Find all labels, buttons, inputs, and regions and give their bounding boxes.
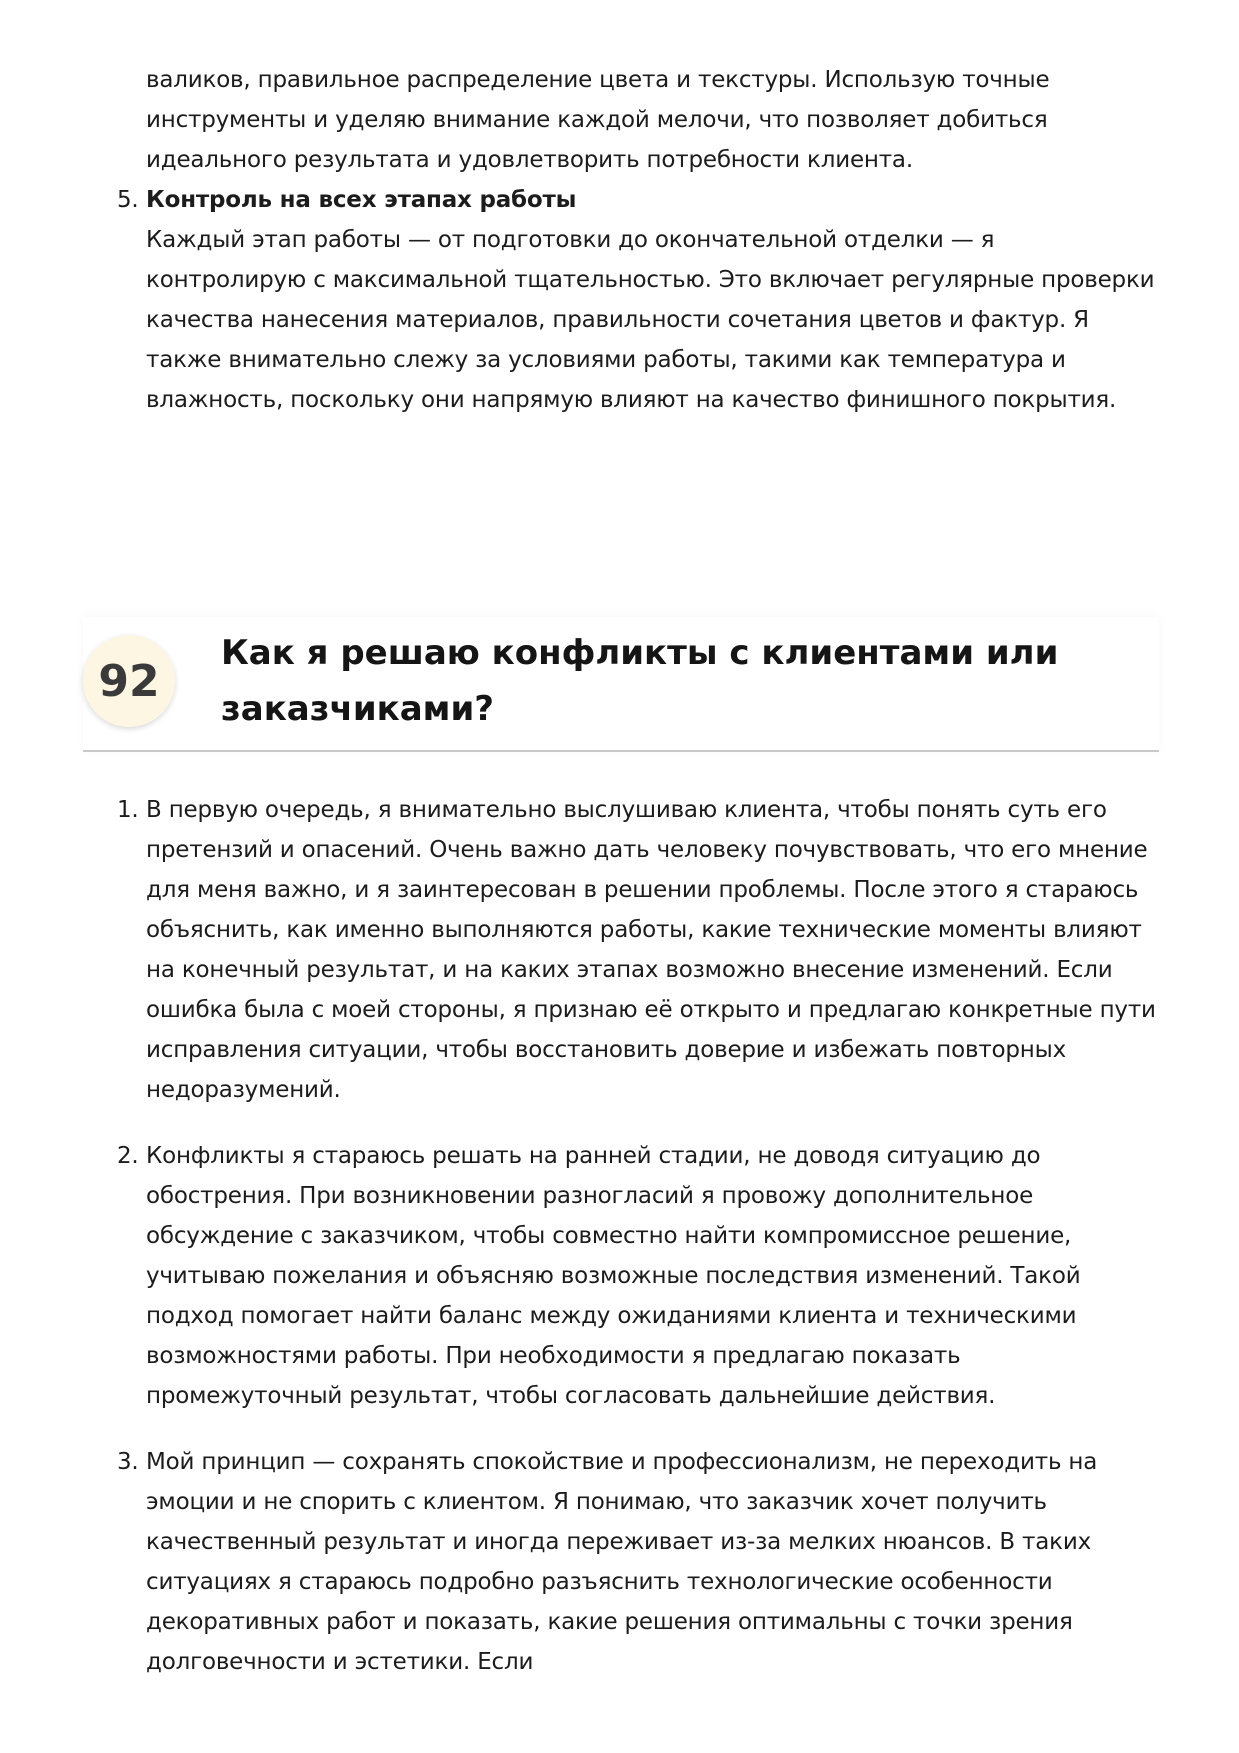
list-item <box>116 790 1162 1110</box>
list-item-text: Мой принцип — сохранять спокойствие и профессионализм, не переходить на эмоции и не спорить с клиентом. Я понимаю, что заказчик хочет получить качественный результат и иногда переживает из-за мелких нюансов. В таких ситуациях я стараюсь подробно разъяснить технологические особенности декоративных работ и показать, какие решения оптимальны с точки зрения долговечности и эстетики. Если <box>146 1449 1098 1675</box>
list-item-text: В первую очередь, я внимательно выслушиваю клиента, чтобы понять суть его претензий и опасений. Очень важно дать человеку почувствовать, что его мнение для меня важно, и я заинтересован в решении проблемы. После этого я стараюсь объяснить, как именно выполняются работы, какие технические моменты влияют на конечный результат, и на каких этапах возможно внесение изменений. Если ошибка была с моей стороны, я признаю её открыто и предлагаю конкретные пути исправления ситуации, чтобы восстановить доверие и избежать повторных недоразумений. <box>146 797 1156 1103</box>
continuation-paragraph: валиков, правильное распределение цвета и текстуры. Использую точные инструменты и уделяю внимание каждой мелочи, что позволяет добиться идеального результата и удовлетворить потребности клиента. <box>146 67 1050 173</box>
list-item-number: 2. <box>117 1143 139 1169</box>
list-item-number: 1. <box>117 797 139 823</box>
list-item <box>116 1136 1162 1416</box>
section-header <box>83 617 1159 752</box>
list-item-number: 3. <box>117 1449 139 1475</box>
answer-list <box>116 790 1162 1708</box>
list-item-text: Конфликты я стараюсь решать на ранней стадии, не доводя ситуацию до обострения. При возникновении разногласий я провожу дополнительное обсуждение с заказчиком, чтобы совместно найти компромиссное решение, учитываю пожелания и объясняю возможные последствия изменений. Такой подход помогает найти баланс между ожиданиями клиента и техническими возможностями работы. При необходимости я предлагаю показать промежуточный результат, чтобы согласовать дальнейшие действия. <box>146 1143 1081 1409</box>
section-title: Как я решаю конфликты с клиентами или заказчиками? <box>221 633 1059 729</box>
previous-section-tail <box>116 60 1156 420</box>
list-item-text: Каждый этап работы — от подготовки до окончательной отделки — я контролирую с максимальной тщательностью. Это включает регулярные проверки качества нанесения материалов, правильности сочетания цветов и фактур. Я также внимательно слежу за условиями работы, такими как температура и влажность, поскольку они напрямую влияют на качество финишного покрытия. <box>146 227 1155 413</box>
list-item-title: Контроль на всех этапах работы <box>146 187 577 213</box>
list-item <box>116 180 1156 420</box>
section-number-badge: 92 <box>83 635 175 727</box>
previous-list <box>116 180 1156 420</box>
list-item <box>116 1442 1162 1682</box>
list-item-number: 5. <box>117 187 139 213</box>
